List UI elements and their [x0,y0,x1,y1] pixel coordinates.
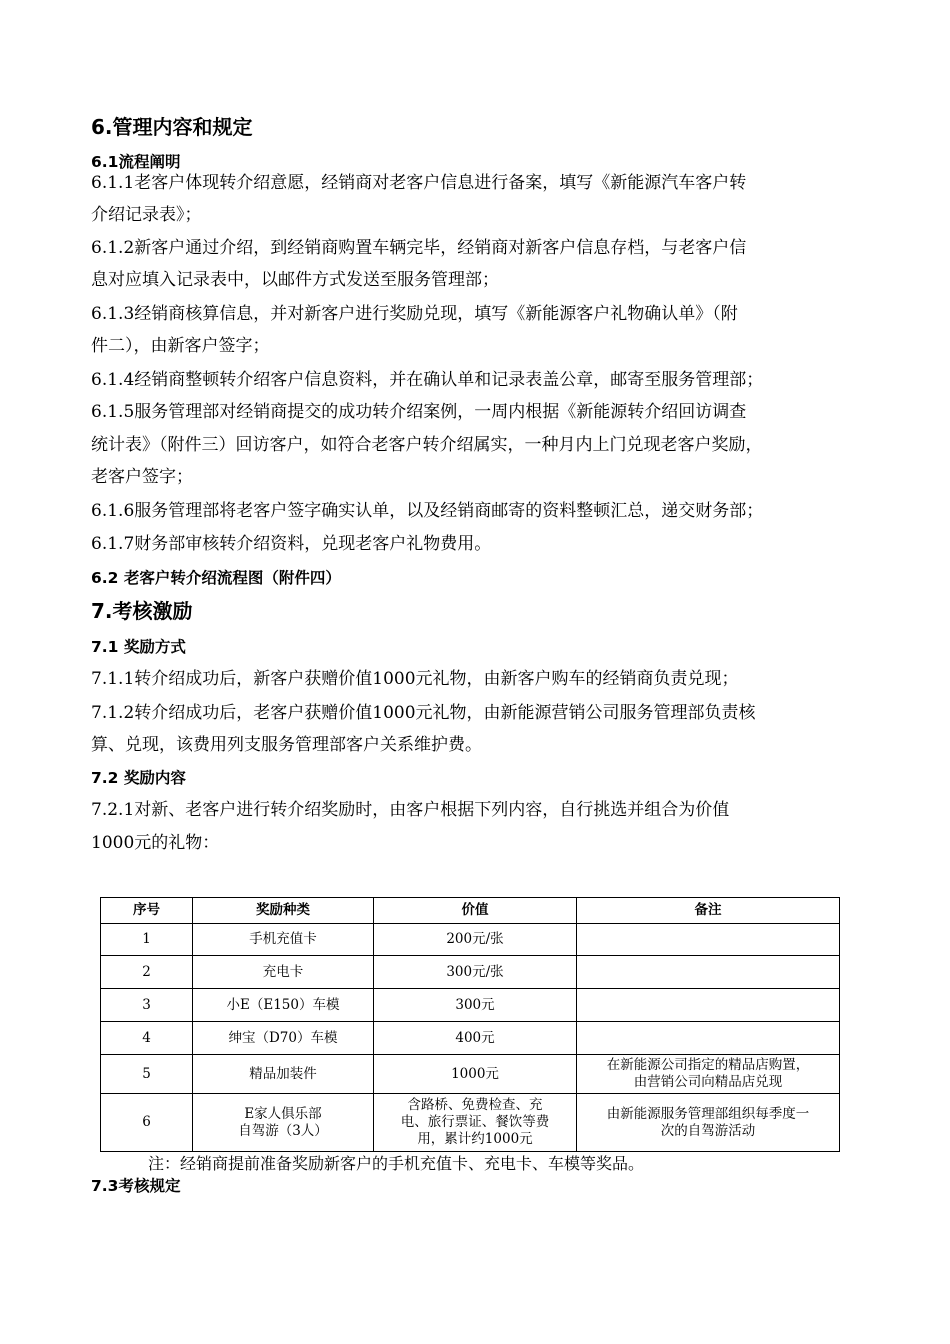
table-row [101,924,840,956]
cell-remark [577,989,840,1022]
cell-type: 精品加装件 [193,1055,374,1094]
table-row [101,956,840,989]
paragraph-7-1-1: 7.1.1转介绍成功后，新客户获赠价值1000元礼物，由新客户购车的经销商负责兑现； [91,669,739,689]
section-7-2-heading: 7.2 奖励内容 [91,769,186,787]
col-header-no: 序号 [101,898,193,924]
award-table [100,897,840,1152]
table-row [101,1055,840,1094]
cell-no: 5 [101,1055,193,1094]
cell-type: 小E（E150）车模 [193,989,374,1022]
cell-type [193,1094,374,1152]
cell-value: 300元/张 [374,956,577,989]
paragraph-7-1-2-line2: 算、兑现，该费用列支服务管理部客户关系维护费。 [91,735,482,755]
cell-value: 200元/张 [374,924,577,956]
paragraph-6-1-3-line1: 6.1.3经销商核算信息，并对新客户进行奖励兑现，填写《新能源客户礼物确认单》（附 [91,304,738,324]
cell-remark-line: 由营销公司向精品店兑现 [633,1074,783,1090]
table-row [101,989,840,1022]
cell-remark [577,924,840,956]
cell-value-line: 含路桥、免费检查、充 [407,1097,543,1113]
paragraph-6-1-3-line2: 件二），由新客户签字； [91,336,270,356]
cell-value-line: 电、旅行票证、餐饮等费 [400,1114,550,1130]
paragraph-6-1-6: 6.1.6服务管理部将老客户签字确实认单，以及经销商邮寄的资料整顿汇总，递交财务部； [91,501,764,521]
cell-type: 手机充值卡 [193,924,374,956]
cell-remark-line: 在新能源公司指定的精品店购置， [606,1057,810,1073]
cell-remark [577,1022,840,1055]
paragraph-6-1-5-line2: 统计表》（附件三）回访客户，如符合老客户转介绍属实，一种月内上门兑现老客户奖励， [91,435,763,455]
cell-no: 2 [101,956,193,989]
table-row [101,1022,840,1055]
cell-type-line: 自驾游（3人） [238,1122,328,1139]
cell-remark-line: 次的自驾游活动 [660,1122,756,1139]
section-7-heading: 7.考核激励 [91,599,193,623]
cell-remark [577,1055,840,1094]
cell-remark [577,956,840,989]
paragraph-6-1-7: 6.1.7财务部审核转介绍资料，兑现老客户礼物费用。 [91,534,492,554]
cell-remark-line: 由新能源服务管理部组织每季度一 [606,1105,810,1122]
cell-value: 400元 [374,1022,577,1055]
cell-value [374,1094,577,1152]
cell-type: 充电卡 [193,956,374,989]
cell-type: 绅宝（D70）车模 [193,1022,374,1055]
section-6-heading: 6.管理内容和规定 [91,115,253,139]
col-header-remark: 备注 [577,898,840,924]
cell-remark [577,1094,840,1152]
paragraph-6-1-4: 6.1.4经销商整顿转介绍客户信息资料，并在确认单和记录表盖公章，邮寄至服务管理部； [91,370,764,390]
paragraph-6-1-2-line1: 6.1.2新客户通过介绍，到经销商购置车辆完毕，经销商对新客户信息存档，与老客户信 [91,238,747,258]
section-7-3-heading: 7.3考核规定 [91,1177,181,1195]
paragraph-7-2-1-line1: 7.2.1对新、老客户进行转介绍奖励时，由客户根据下列内容，自行挑选并组合为价值 [91,800,730,820]
paragraph-6-1-2-line2: 息对应填入记录表中，以邮件方式发送至服务管理部； [91,270,499,290]
cell-no: 3 [101,989,193,1022]
table-row [101,1094,840,1152]
cell-value: 300元 [374,989,577,1022]
paragraph-6-1-1-line1: 6.1.1老客户体现转介绍意愿，经销商对老客户信息进行备案，填写《新能源汽车客户转 [91,173,747,193]
cell-no: 6 [101,1094,193,1152]
section-6-2-heading: 6.2 老客户转介绍流程图（附件四） [91,569,341,587]
section-7-1-heading: 7.1 奖励方式 [91,638,186,656]
section-6-1-heading: 6.1流程阐明 [91,153,181,171]
table-note: 注：经销商提前准备奖励新客户的手机充值卡、充电卡、车模等奖品。 [148,1154,645,1173]
paragraph-6-1-1-line2: 介绍记录表》； [91,205,202,225]
cell-value: 1000元 [374,1055,577,1094]
col-header-value: 价值 [374,898,577,924]
cell-no: 1 [101,924,193,956]
cell-no: 4 [101,1022,193,1055]
table-header-row [101,898,840,924]
cell-value-line: 用，累计约1000元 [417,1131,533,1147]
cell-type-line: E家人俱乐部 [244,1105,322,1122]
paragraph-7-2-1-line2: 1000元的礼物： [91,833,220,853]
paragraph-7-1-2-line1: 7.1.2转介绍成功后，老客户获赠价值1000元礼物，由新能源营销公司服务管理部负责核 [91,703,756,723]
paragraph-6-1-5-line3: 老客户签字； [91,467,193,487]
paragraph-6-1-5-line1: 6.1.5服务管理部对经销商提交的成功转介绍案例，一周内根据《新能源转介绍回访调查 [91,402,747,422]
col-header-type: 奖励种类 [193,898,374,924]
